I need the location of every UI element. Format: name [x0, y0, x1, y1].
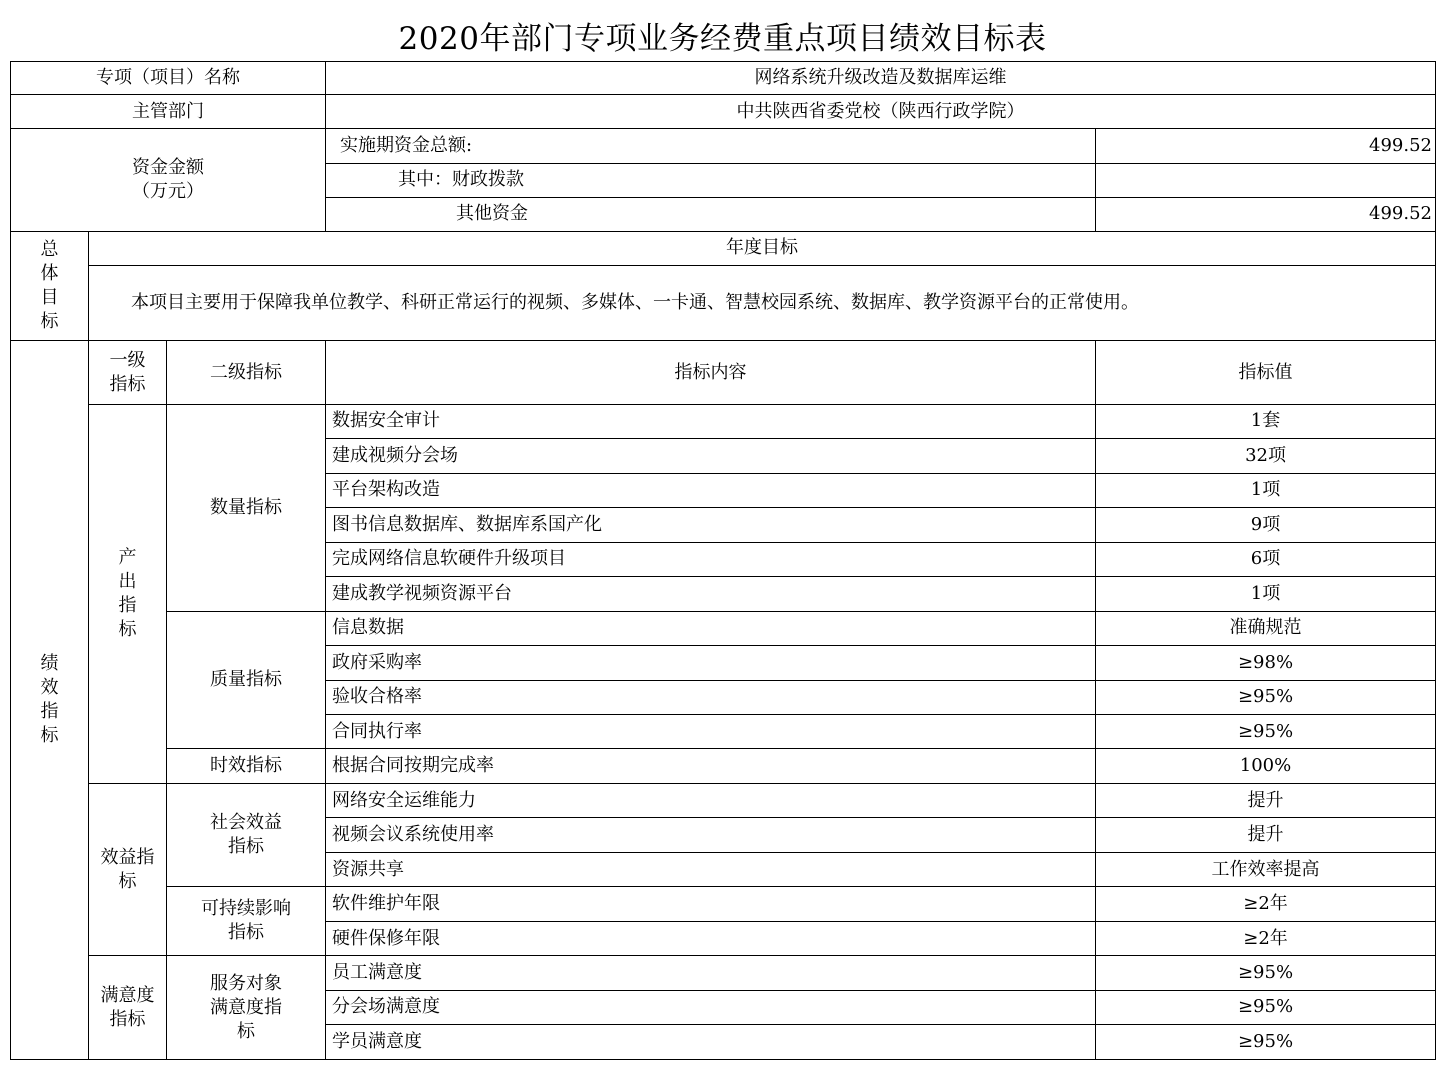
indicator-value: ≥2年: [1096, 921, 1436, 955]
indicator-value: ≥95%: [1096, 680, 1436, 714]
fund-amount-label-line2: （万元）: [132, 181, 204, 203]
level2-indicator-text: [167, 668, 325, 692]
label-line: 时效指标: [210, 755, 282, 777]
page-title: 2020年部门专项业务经费重点项目绩效目标表: [398, 21, 1047, 57]
year-target-header-row: [11, 231, 1436, 265]
department-row: [11, 95, 1436, 129]
header-level1-text: [89, 349, 166, 397]
year-target-description: 本项目主要用于保障我单位教学、科研正常运行的视频、多媒体、一卡通、智慧校园系统、数据库、教学资源平台的正常使用。: [89, 266, 1436, 341]
indicator-content: 硬件保修年限: [326, 921, 1096, 955]
indicator-content: 视频会议系统使用率: [326, 818, 1096, 852]
label-line: 指标: [109, 373, 146, 395]
department-value: 中共陕西省委党校（陕西行政学院）: [326, 95, 1436, 129]
level2-indicator: [167, 887, 326, 956]
label-line: 出: [118, 570, 137, 592]
fund-other-label: 其他资金: [326, 197, 1096, 231]
department-label: 主管部门: [11, 95, 326, 129]
indicator-row: [11, 783, 1436, 817]
year-target-header: 年度目标: [89, 231, 1436, 265]
level2-indicator-text: [167, 972, 325, 1044]
label-line: 指: [40, 701, 59, 723]
label-line: 标: [118, 618, 137, 640]
indicator-content: 平台架构改造: [326, 473, 1096, 507]
label-line: 标: [237, 1020, 255, 1042]
fund-total-label: 实施期资金总额:: [326, 129, 1096, 163]
level1-indicator: [89, 783, 167, 955]
label-line: 指标: [109, 1008, 146, 1030]
overall-target-label: [11, 231, 89, 341]
header-value: 指标值: [1096, 341, 1436, 404]
indicator-value: 9项: [1096, 508, 1436, 542]
label-line: 质量指标: [210, 669, 282, 690]
label-line: 可持续影响: [201, 898, 291, 920]
indicator-content: 政府采购率: [326, 646, 1096, 680]
project-name-label: 专项（项目）名称: [11, 62, 326, 95]
indicator-value: 32项: [1096, 439, 1436, 473]
indicator-value: 工作效率提高: [1096, 852, 1436, 886]
fund-total-value: 499.52: [1096, 129, 1436, 163]
level2-indicator-text: [167, 754, 325, 778]
indicator-value: 100%: [1096, 749, 1436, 783]
level2-indicator: [167, 404, 326, 611]
indicator-row: [11, 887, 1436, 921]
level2-indicator: [167, 956, 326, 1060]
performance-indicator-label: [11, 341, 89, 1060]
label-line: 满意度指: [210, 996, 282, 1018]
performance-target-table: [10, 61, 1436, 1060]
indicator-content: 资源共享: [326, 852, 1096, 886]
label-line: 效益指: [100, 846, 155, 868]
fund-fiscal-value: [1096, 163, 1436, 197]
overall-target-label-text: [11, 238, 88, 334]
level1-indicator-text: [89, 984, 166, 1032]
label-line: 产: [118, 546, 137, 568]
level1-indicator: [89, 956, 167, 1060]
indicator-value: ≥95%: [1096, 956, 1436, 990]
indicator-value: 1项: [1096, 473, 1436, 507]
level2-indicator-text: [167, 897, 325, 945]
indicator-content: 学员满意度: [326, 1025, 1096, 1060]
fund-amount-label-line1: 资金金额: [132, 157, 204, 179]
level1-indicator: [89, 404, 167, 783]
indicator-value: ≥2年: [1096, 887, 1436, 921]
indicator-content: 完成网络信息软硬件升级项目: [326, 542, 1096, 576]
fund-other-value: 499.52: [1096, 197, 1436, 231]
indicator-value: 1套: [1096, 404, 1436, 438]
label-line: 标: [40, 311, 59, 333]
indicator-content: 软件维护年限: [326, 887, 1096, 921]
label-line: 总: [40, 239, 59, 261]
label-line: 绩: [40, 653, 59, 675]
label-line: 标: [118, 870, 137, 892]
label-line: 效: [40, 677, 59, 699]
label-line: 数量指标: [210, 496, 282, 518]
label-line: 指标: [228, 836, 264, 858]
indicator-content: 网络安全运维能力: [326, 783, 1096, 817]
indicator-header-row: [11, 341, 1436, 404]
indicator-row: [11, 611, 1436, 645]
indicator-content: 分会场满意度: [326, 990, 1096, 1024]
header-level2: 二级指标: [167, 341, 326, 404]
indicator-row: [11, 956, 1436, 990]
indicator-row: [11, 749, 1436, 783]
level2-indicator-text: [167, 811, 325, 859]
label-line: 社会效益: [210, 812, 282, 834]
level1-indicator-text: [89, 846, 166, 894]
year-target-desc-row: [11, 266, 1436, 341]
indicator-value: 提升: [1096, 783, 1436, 817]
indicator-row: [11, 404, 1436, 438]
level2-indicator: [167, 611, 326, 749]
fund-fiscal-label: 其中：财政拨款: [326, 163, 1096, 197]
level2-indicator-text: [167, 496, 325, 520]
indicator-content: 建成教学视频资源平台: [326, 577, 1096, 611]
fund-total-row: [11, 129, 1436, 163]
header-content: 指标内容: [326, 341, 1096, 404]
indicator-content: 根据合同按期完成率: [326, 749, 1096, 783]
label-line: 指: [118, 594, 137, 616]
fund-amount-label: [11, 129, 326, 232]
label-line: 体: [40, 263, 59, 285]
indicator-content: 图书信息数据库、数据库系国产化: [326, 508, 1096, 542]
project-name-row: [11, 62, 1436, 95]
indicator-value: 1项: [1096, 577, 1436, 611]
indicator-value: ≥98%: [1096, 646, 1436, 680]
indicator-content: 合同执行率: [326, 714, 1096, 748]
indicator-value: 准确规范: [1096, 611, 1436, 645]
indicator-content: 信息数据: [326, 611, 1096, 645]
indicator-value: 6项: [1096, 542, 1436, 576]
header-level1: [89, 341, 167, 404]
level2-indicator: [167, 749, 326, 783]
indicator-content: 员工满意度: [326, 956, 1096, 990]
indicator-value: ≥95%: [1096, 1025, 1436, 1060]
indicator-content: 建成视频分会场: [326, 439, 1096, 473]
indicator-value: ≥95%: [1096, 714, 1436, 748]
indicator-content: 数据安全审计: [326, 404, 1096, 438]
label-line: 服务对象: [210, 972, 282, 994]
label-line: 指标: [228, 922, 264, 944]
indicator-content: 验收合格率: [326, 680, 1096, 714]
table-body: [11, 62, 1436, 1060]
indicator-value: ≥95%: [1096, 990, 1436, 1024]
label-line: 满意度: [100, 984, 155, 1006]
level1-indicator-text: [89, 546, 166, 642]
label-line: 标: [40, 725, 59, 747]
label-line: 一级: [109, 349, 146, 371]
performance-indicator-label-text: [11, 652, 88, 748]
indicator-value: 提升: [1096, 818, 1436, 852]
label-line: 目: [40, 287, 59, 309]
project-name-value: 网络系统升级改造及数据库运维: [326, 62, 1436, 95]
level2-indicator: [167, 783, 326, 886]
